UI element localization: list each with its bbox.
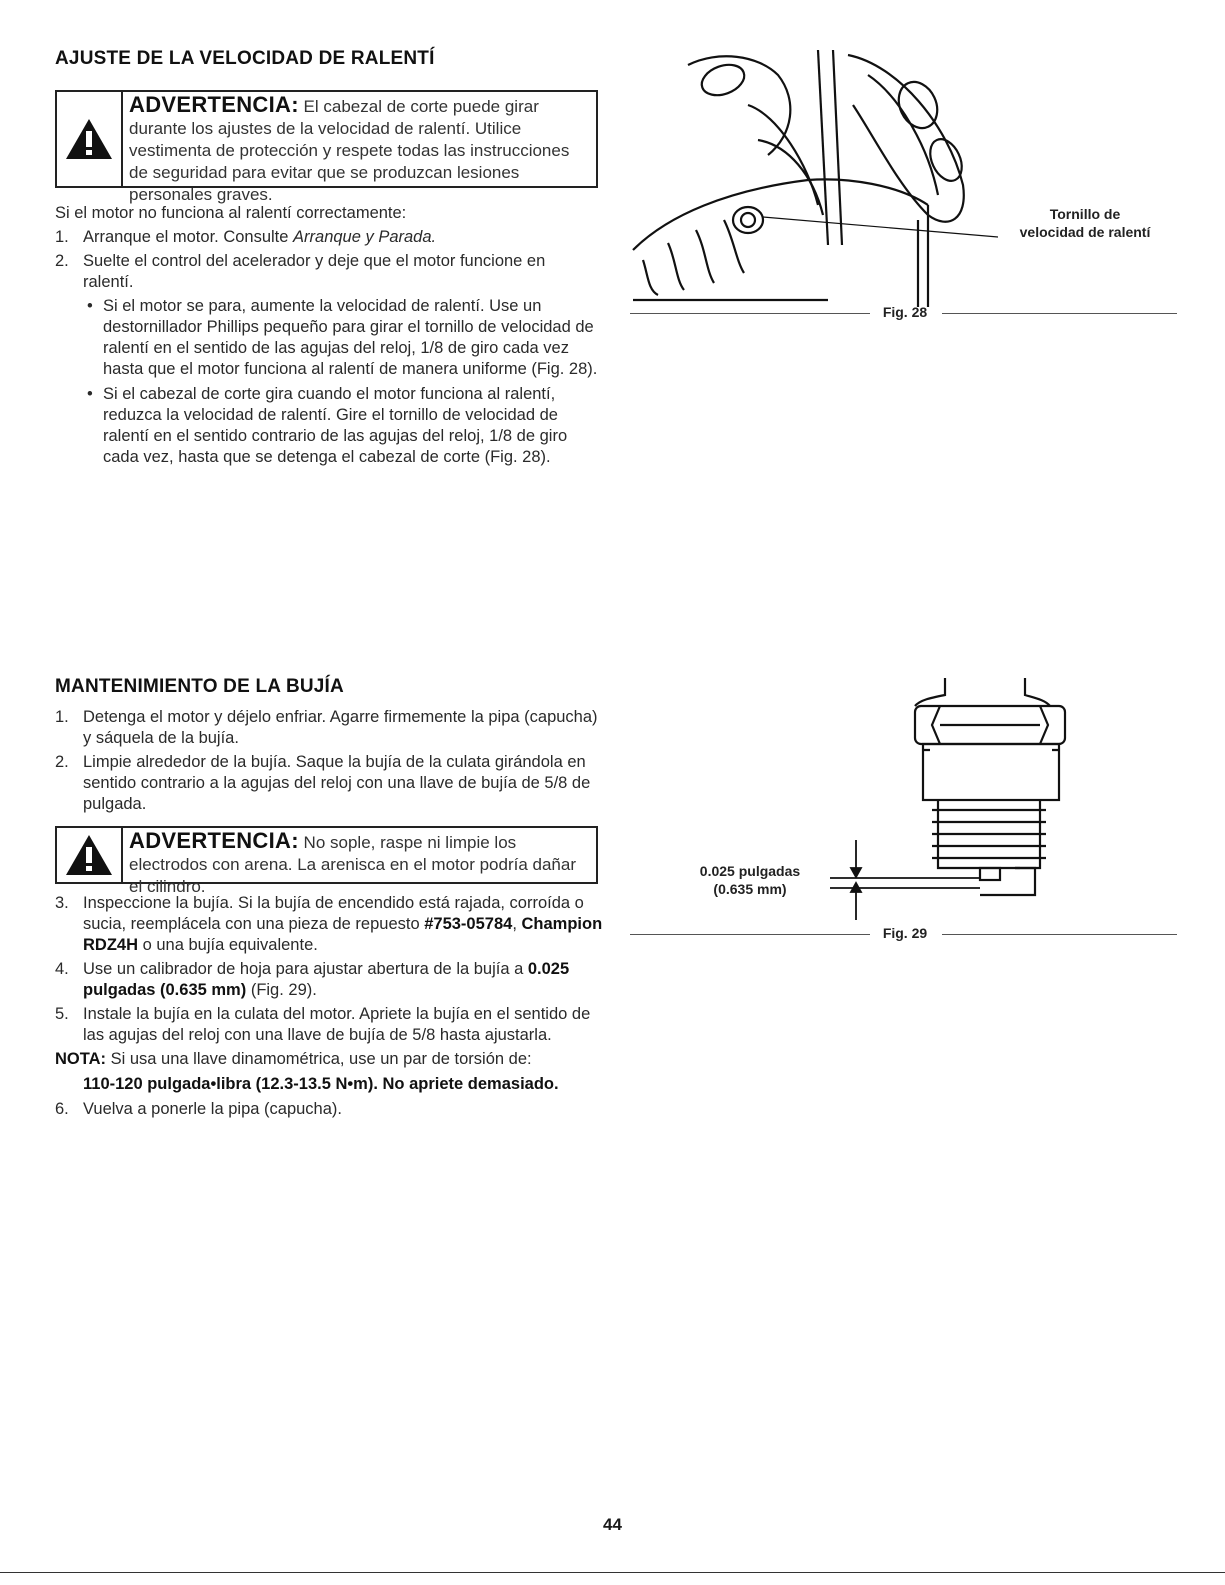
step-number: 2. <box>55 252 69 270</box>
step-number: 5. <box>55 1005 69 1023</box>
callout-line: Tornillo de <box>1049 206 1121 222</box>
step-text: o una bujía equivalente. <box>138 936 318 954</box>
step-text: Use un calibrador de hoja para ajustar abertura de la bujía a <box>83 960 528 978</box>
fig29-label: Fig. 29 <box>882 925 928 941</box>
list-item <box>55 1004 605 1046</box>
step-text: Arranque el motor. Consulte <box>83 228 294 246</box>
fig28-rule-right <box>942 313 1177 314</box>
warning-body: No sople, raspe ni limpie los electrodos con arena. La arenisca en el motor podría dañar el cilindro. <box>129 833 576 896</box>
warning-text <box>123 828 596 896</box>
footer-rule <box>0 1572 1225 1573</box>
step-number: 6. <box>55 1100 69 1118</box>
spark-steps-b <box>55 893 605 1123</box>
part-name: Champion RDZ4H <box>83 915 603 954</box>
fig28-illustration <box>628 45 998 307</box>
note <box>55 1049 605 1070</box>
list-item <box>83 296 600 380</box>
step-link-text: Arranque y Parada. <box>293 228 437 246</box>
torque-spec: 110-120 pulgada•libra (12.3-13.5 N•m). No apriete demasiado. <box>83 1075 559 1093</box>
note-text: Si usa una llave dinamométrica, use un par de torsión de: <box>106 1050 532 1068</box>
step-number: 4. <box>55 960 69 978</box>
idle-intro: Si el motor no funciona al ralentí correctamente: <box>55 204 407 222</box>
step-number: 1. <box>55 228 69 246</box>
fig29-spark-plug-illustration <box>820 670 1080 920</box>
bullet-list <box>83 296 600 468</box>
callout-line: velocidad de ralentí <box>1019 224 1151 240</box>
step-text: , <box>512 915 522 933</box>
list-item <box>55 959 605 1001</box>
step-text: Detenga el motor y déjelo enfriar. Agarre firmemente la pipa (capucha) y sáquela de la bujía. <box>83 708 598 747</box>
step-number: 2. <box>55 753 69 771</box>
warning-icon-cell <box>57 92 123 186</box>
step-text: (Fig. 29). <box>246 981 317 999</box>
fig29-rule-left <box>630 934 870 935</box>
step-text: Vuelva a ponerle la pipa (capucha). <box>83 1100 342 1118</box>
bullet-marker: • <box>87 297 93 315</box>
warning-text <box>123 92 596 204</box>
list-item <box>55 1099 605 1120</box>
fig28-label: Fig. 28 <box>882 304 928 320</box>
bullet-text: Si el motor se para, aumente la velocidad de ralentí. Use un destornillador Phillips pequeño para girar el tornillo de velocidad de ralentí en el sentido de las agujas del reloj, 1/8 de giro cada vez hasta que el motor funciona al ralentí de manera uniforme (Fig. 28). <box>103 297 598 378</box>
warning-box-idle <box>55 90 598 204</box>
page-number: 44 <box>603 1515 622 1534</box>
section-heading-spark-plug: MANTENIMIENTO DE LA BUJÍA <box>55 676 344 697</box>
spark-steps-a <box>55 707 600 818</box>
section-heading-idle-speed: AJUSTE DE LA VELOCIDAD DE RALENTÍ <box>55 48 435 69</box>
fig29-gap-callout <box>680 862 820 898</box>
list-item <box>83 384 600 468</box>
callout-line: (0.635 mm) <box>713 881 787 897</box>
warning-icon-cell <box>57 828 123 882</box>
warning-body: El cabezal de corte puede girar durante los ajustes de la velocidad de ralentí. Utilice vestimenta de protección y respete todas las instrucciones de seguridad para evitar que se produzcan lesiones personales graves. <box>129 97 570 204</box>
fig28-callout <box>1000 205 1170 241</box>
list-item <box>55 227 600 248</box>
step-text: Limpie alrededor de la bujía. Saque la bujía de la culata girándola en sentido contrario a la agujas del reloj con una llave de bujía de 5/8 de pulgada. <box>83 753 591 813</box>
warning-triangle-icon <box>64 116 114 162</box>
fig29-rule-right <box>942 934 1177 935</box>
step-text: Suelte el control del acelerador y deje que el motor funcione en ralentí. <box>83 252 546 291</box>
warning-triangle-icon <box>64 832 114 878</box>
callout-line: 0.025 pulgadas <box>699 863 801 879</box>
note-label: NOTA: <box>55 1050 107 1068</box>
gap-spec: 0.025 pulgadas (0.635 mm) <box>83 960 570 999</box>
warning-title: ADVERTENCIA: <box>129 828 299 853</box>
part-number: #753-05784 <box>424 915 513 933</box>
step-number: 3. <box>55 894 69 912</box>
step-text: Inspeccione la bujía. Si la bujía de encendido está rajada, corroída o sucia, reemplácela con una pieza de repuesto <box>83 894 584 933</box>
list-item <box>55 707 600 749</box>
list-item <box>55 251 600 468</box>
idle-steps <box>55 227 600 472</box>
warning-box-spark <box>55 826 598 896</box>
step-number: 1. <box>55 708 69 726</box>
warning-title: ADVERTENCIA: <box>129 92 299 117</box>
list-item <box>55 752 600 815</box>
bullet-text: Si el cabezal de corte gira cuando el motor funciona al ralentí, reduzca la velocidad de ralentí. Gire el tornillo de velocidad de ralentí en el sentido contrario de las agujas del reloj, 1/8 de giro cada vez, hasta que se detenga el cabezal de corte (Fig. 28). <box>103 385 568 466</box>
step-text: Instale la bujía en la culata del motor. Apriete la bujía en el sentido de las agujas del reloj con una llave de bujía de 5/8 hasta ajustarla. <box>83 1005 591 1044</box>
fig28-rule-left <box>630 313 870 314</box>
bullet-marker: • <box>87 385 93 403</box>
list-item <box>55 893 605 956</box>
